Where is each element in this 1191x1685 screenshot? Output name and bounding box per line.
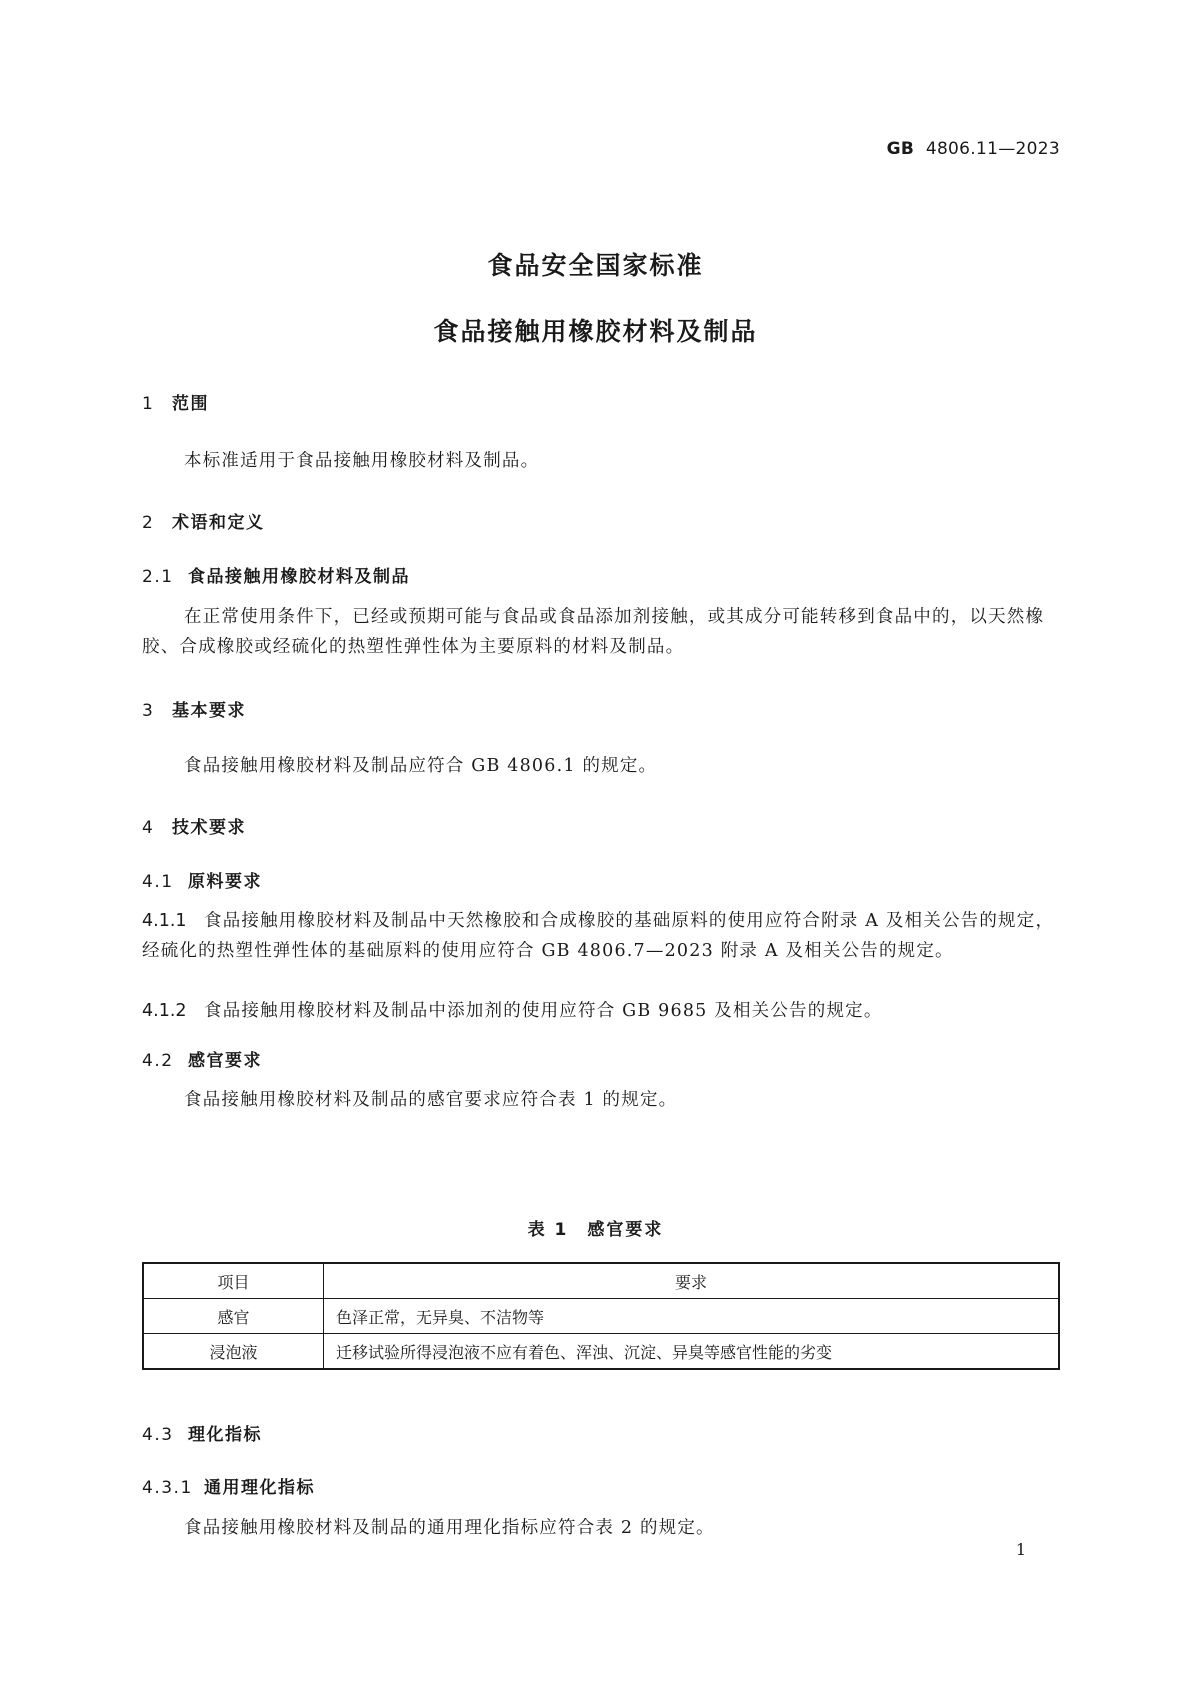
table-cell: 感官 — [143, 1299, 324, 1334]
clause-text: 食品接触用橡胶材料及制品中添加剂的使用应符合 GB 9685 及相关公告的规定。 — [204, 1001, 883, 1021]
section-4-3-heading — [142, 1420, 262, 1445]
clause-text: 食品接触用橡胶材料及制品中天然橡胶和合成橡胶的基础原料的使用应符合附录 A 及相关公告的规定，经硫化的热塑性弹性体的基础原料的使用应符合 GB 4806.7—2023 附录 A 及相关公告的规定。 — [142, 911, 1055, 961]
section-number: 2.1 — [142, 567, 174, 587]
document-title-line2: 食品接触用橡胶材料及制品 — [433, 317, 758, 346]
section-3-text: 食品接触用橡胶材料及制品应符合 GB 4806.1 的规定。 — [184, 756, 658, 776]
section-4-2-text: 食品接触用橡胶材料及制品的感官要求应符合表 1 的规定。 — [184, 1090, 678, 1110]
section-4-2-heading — [142, 1046, 262, 1071]
clause-number: 4.1.2 — [142, 1001, 187, 1021]
section-title: 范围 — [172, 394, 209, 414]
section-4-3-1-text: 食品接触用橡胶材料及制品的通用理化指标应符合表 2 的规定。 — [184, 1518, 715, 1538]
section-number: 1 — [142, 394, 155, 414]
section-2-heading — [142, 508, 265, 533]
table-cell: 迁移试验所得浸泡液不应有着色、浑浊、沉淀、异臭等感官性能的劣变 — [324, 1334, 1060, 1370]
clause-4-1-1 — [142, 906, 1057, 966]
section-title: 理化指标 — [188, 1425, 262, 1445]
table-cell: 色泽正常，无异臭、不洁物等 — [324, 1299, 1060, 1334]
standard-code — [887, 139, 1060, 159]
table-1 — [142, 1262, 1060, 1370]
page-number: 1 — [1015, 1540, 1026, 1559]
section-number: 4.3 — [142, 1425, 174, 1445]
document-title-line1: 食品安全国家标准 — [487, 251, 704, 280]
section-2-1-text: 在正常使用条件下，已经或预期可能与食品或食品添加剂接触，或其成分可能转移到食品中的，以天然橡胶、合成橡胶或经硫化的热塑性弹性体为主要原料的材料及制品。 — [142, 607, 1045, 657]
table-row — [143, 1299, 1059, 1334]
table-1-caption: 表 1 感官要求 — [527, 1220, 664, 1240]
clause-number: 4.1.1 — [142, 911, 187, 931]
section-title: 感官要求 — [188, 1051, 262, 1071]
section-title: 术语和定义 — [172, 513, 265, 533]
section-number: 4 — [142, 818, 155, 838]
table-row — [143, 1334, 1059, 1370]
section-4-1-heading — [142, 867, 262, 892]
table-cell: 浸泡液 — [143, 1334, 324, 1370]
section-number: 3 — [142, 701, 155, 721]
section-1-heading — [142, 389, 209, 414]
section-2-1-heading — [142, 562, 410, 587]
clause-4-1-2 — [142, 996, 1057, 1026]
table-header-cell: 项目 — [143, 1263, 324, 1299]
section-number: 4.1 — [142, 872, 174, 892]
section-title: 技术要求 — [172, 818, 246, 838]
standard-code-prefix: GB — [886, 139, 915, 159]
section-title: 原料要求 — [188, 872, 262, 892]
standard-code-number: 4806.11—2023 — [925, 139, 1060, 159]
table-header-cell: 要求 — [324, 1263, 1060, 1299]
section-title: 基本要求 — [172, 701, 246, 721]
section-number: 4.3.1 — [142, 1478, 193, 1498]
section-title: 食品接触用橡胶材料及制品 — [188, 567, 410, 587]
section-1-text: 本标准适用于食品接触用橡胶材料及制品。 — [184, 451, 540, 471]
section-title: 通用理化指标 — [204, 1478, 315, 1498]
section-3-heading — [142, 696, 246, 721]
section-number: 2 — [142, 513, 155, 533]
section-number: 4.2 — [142, 1051, 174, 1071]
section-4-heading — [142, 813, 246, 838]
table-header-row — [143, 1263, 1059, 1299]
section-4-3-1-heading — [142, 1473, 315, 1498]
